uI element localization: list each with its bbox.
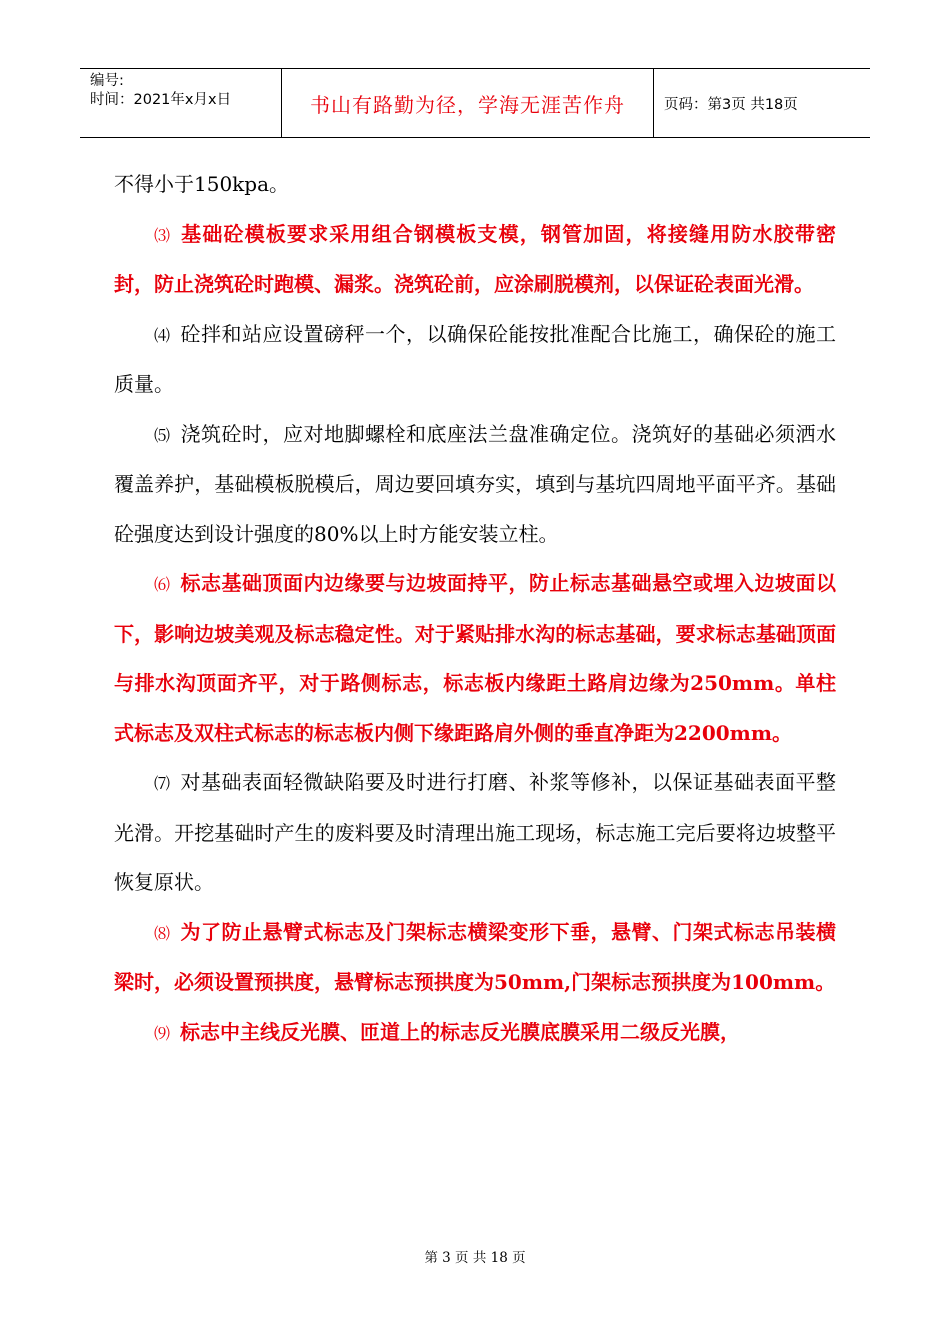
paragraph-text: 不得小于150kpa。 xyxy=(114,172,290,196)
page-footer: 第 3 页 共 18 页 xyxy=(424,1250,526,1266)
paragraph-text: 标志中主线反光膜、匝道上的标志反光膜底膜采用二级反光膜， xyxy=(180,1019,741,1044)
paragraph-item-6 xyxy=(114,559,836,758)
paragraph-item-7 xyxy=(114,758,836,908)
paragraph-number: ⑸ xyxy=(154,425,171,445)
paragraph-number: ⑻ xyxy=(154,923,171,943)
paragraph-item-4 xyxy=(114,310,836,410)
header-meta xyxy=(80,69,282,137)
paragraph-item-9 xyxy=(114,1008,836,1059)
document-number-label: 编号: xyxy=(90,73,124,89)
paragraph-text: 对基础表面轻微缺陷要及时进行打磨、补浆等修补，以保证基础表面平整光滑。开挖基础时产生的废料要及时清理出施工现场，标志施工完后要将边坡整平恢复原状。 xyxy=(114,770,836,894)
document-body xyxy=(114,160,836,1058)
paragraph-item-8 xyxy=(114,908,836,1008)
paragraph-number: ⑹ xyxy=(154,575,171,594)
paragraph-number: ⑷ xyxy=(154,325,171,345)
paragraph-number: ⑼ xyxy=(154,1023,171,1043)
header-motto: 书山有路勤为径，学海无涯苦作舟 xyxy=(282,69,654,137)
paragraph-text: 浇筑砼时，应对地脚螺栓和底座法兰盘准确定位。浇筑好的基础必须洒水覆盖养护，基础模板脱模后，周边要回填夯实，填到与基坑四周地平面平齐。基础砼强度达到设计强度的80%以上时方能安装立柱。 xyxy=(114,421,836,546)
paragraph-text: 基础砼模板要求采用组合钢模板支模，钢管加固，将接缝用防水胶带密封，防止浇筑砼时跑模、漏浆。浇筑砼前，应涂刷脱模剂，以保证砼表面光滑。 xyxy=(114,221,836,296)
paragraph-number: ⑺ xyxy=(154,774,171,793)
paragraph-item-5 xyxy=(114,410,836,560)
paragraph-number: ⑶ xyxy=(154,225,172,245)
paragraph-item-3 xyxy=(114,210,836,310)
header-page-info: 页码：第3页 共18页 xyxy=(664,96,798,113)
paragraph-text: 为了防止悬臂式标志及门架标志横梁变形下垂，悬臂、门架式标志吊装横梁时，必须设置预拱度，悬臂标志预拱度为50mm,门架标志预拱度为100mm。 xyxy=(114,919,836,994)
paragraph-continuation xyxy=(114,160,836,210)
paragraph-text: 标志基础顶面内边缘要与边坡面持平，防止标志基础悬空或埋入边坡面以下，影响边坡美观及标志稳定性。对于紧贴排水沟的标志基础，要求标志基础顶面与排水沟顶面齐平，对于路侧标志，标志板内缘距土路肩边缘为250mm。单柱式标志及双柱式标志的标志板内侧下缘距路肩外侧的垂直净距为2200mm。 xyxy=(114,571,836,745)
paragraph-text: 砼拌和站应设置磅秤一个，以确保砼能按批准配合比施工，确保砼的施工质量。 xyxy=(114,321,836,396)
document-date: 时间：2021年x月x日 xyxy=(90,92,232,108)
page-header xyxy=(80,68,870,138)
